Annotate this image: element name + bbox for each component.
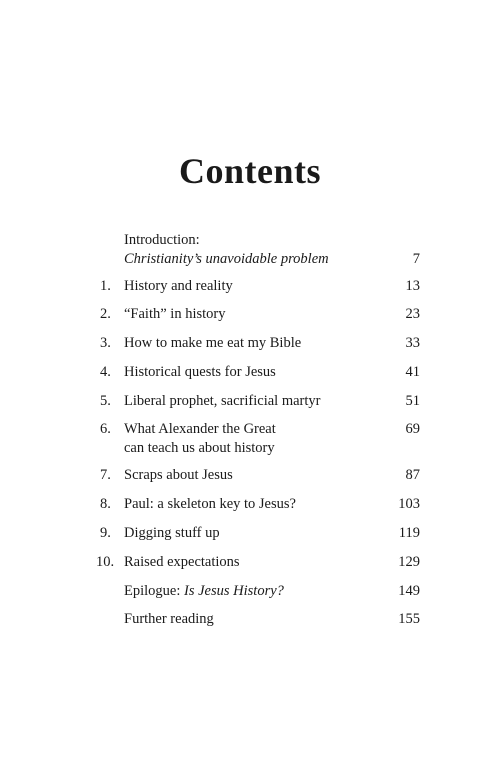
toc-entry-title (124, 231, 374, 269)
toc-entry-number: 5. (100, 393, 111, 409)
toc-entry-page: 23 (405, 306, 420, 322)
toc-entry-title: Digging stuff up (124, 525, 220, 541)
toc-entry-page: 119 (398, 525, 420, 541)
toc-entry-number: 9. (100, 525, 111, 541)
toc-entry-title-line2: can teach us about history (124, 440, 275, 456)
toc-entry-chapter-6[interactable] (0, 420, 500, 460)
toc-entry-page: 41 (405, 364, 420, 380)
toc-entry-title-line2: Christianity’s unavoidable problem (124, 251, 329, 267)
toc-entry-title: How to make me eat my Bible (124, 335, 302, 351)
toc-entry-title (124, 420, 374, 458)
toc-entry-page: 7 (412, 251, 420, 267)
toc-entry-page: 33 (405, 335, 420, 351)
toc-entry-number: 6. (100, 421, 111, 437)
toc-entry-title: Liberal prophet, sacrificial martyr (124, 393, 321, 409)
toc-entry-page: 69 (405, 421, 420, 437)
toc-entry-number: 8. (100, 496, 111, 512)
toc-entry-page: 149 (398, 583, 420, 599)
toc-entry-title: History and reality (124, 278, 233, 294)
toc-entry-number: 1. (100, 278, 111, 294)
toc-entry-title: Paul: a skeleton key to Jesus? (124, 496, 296, 512)
toc-entry-title: Historical quests for Jesus (124, 364, 276, 380)
toc-entry-number: 7. (100, 467, 111, 483)
toc-entry-number: 10. (96, 554, 115, 570)
toc-entry-page: 103 (398, 496, 420, 512)
toc-entry-title: Scraps about Jesus (124, 467, 233, 483)
toc-entry-title: “Faith” in history (124, 306, 226, 322)
toc-entry-page: 87 (405, 467, 420, 483)
toc-entry-title-prefix: Epilogue: (124, 583, 185, 599)
toc-entry-introduction[interactable] (0, 231, 500, 271)
toc-entry-number: 4. (100, 364, 111, 380)
toc-entry-title-line1: Introduction: (124, 232, 200, 248)
toc-entry-title-line1: What Alexander the Great (124, 421, 276, 437)
toc-entry-page: 13 (405, 278, 420, 294)
toc-entry-title: Further reading (124, 611, 214, 627)
toc-entry-title-italic: Is Jesus History? (184, 583, 284, 599)
toc-entry-page: 155 (398, 611, 420, 627)
toc-entry-page: 51 (405, 393, 420, 409)
toc-entry-number: 3. (100, 335, 111, 351)
page-title: Contents (178, 151, 321, 191)
toc-entry-further-reading[interactable] (0, 610, 500, 650)
toc-entry-title: Raised expectations (124, 554, 240, 570)
toc-entry-number: 2. (100, 306, 111, 322)
toc-entry-title (124, 582, 374, 601)
toc-entry-page: 129 (398, 554, 420, 570)
